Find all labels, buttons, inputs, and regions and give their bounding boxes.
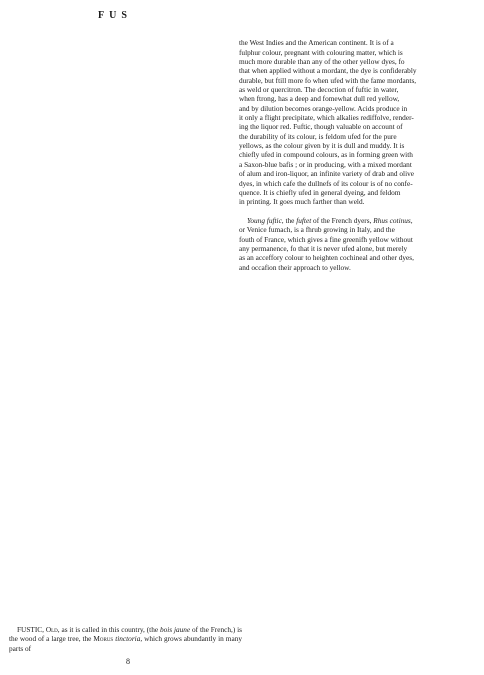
text-run: of the French,) is the wood of a large tree, the [9, 625, 242, 644]
entry-fustic-old [9, 625, 242, 653]
rhus-cotinus-term: Rhus cotinus, [373, 215, 413, 225]
text-run: which grows abundantly in many parts of [9, 634, 243, 653]
signature-mark: 8 [126, 657, 130, 666]
entry-headword: FUSTIC, Old, [17, 625, 60, 634]
text-run: the [283, 215, 297, 225]
text-run: or Venice fumach, is a fhrub growing in Italy, and the fouth of France, which gives a fine greenifh yellow without any permanence, fo that it is never ufed alone, but merely as an acceffory colour to heighten cochineal and other dyes, and occafion their approach to yellow. [239, 225, 414, 272]
bois-jaune-term: bois jaune [159, 625, 191, 634]
left-column [9, 625, 242, 653]
paragraph-fustic-properties: the West Indies and the American continent. It is of a fulphur colour, pregnant with colouring matter, which is much more durable than any of the other yellow dyes, fo that when applied without a mordant, the dye is confiderably durable, but ftill more fo when ufed with the fame mordants, as weld or quercitron. The decoction of fuftic in water, when ftrong, has a deep and fomewhat dull red yellow, and by dilution becomes orange-yellow. Acids produce in it only a flight precipitate, which alkalies rediffolve, render- ing the liquor red. Fuftic, though valuable on account of the durability of its colour, is feldom ufed for the pure yellows, as the colour given by it is dull and muddy. It is chiefly ufed in compound colours, as in forming green with a Saxon-blue bafis ; or in producing, with a mixed mordant of alum and iron-liquor, an infinite variety of drab and olive dyes, in which cafe the dullnefs of its colour is of no confe- quence. It is chiefly ufed in general dyeing, and feldom in printing. It goes much farther than weld. [239, 38, 417, 207]
tinctoria-species: tinctoria, [115, 634, 143, 644]
running-head: FUS [98, 10, 132, 21]
text-run: as it is called in this country, (the [59, 625, 160, 634]
young-fustic-term: Young fuftic, [247, 215, 284, 225]
paragraph-young-fustic [239, 216, 472, 272]
morus-genus: Morus [93, 634, 114, 644]
right-column [239, 29, 472, 281]
fustet-term: fuftet [296, 215, 312, 225]
text-run: of the French dyers, [311, 215, 374, 225]
